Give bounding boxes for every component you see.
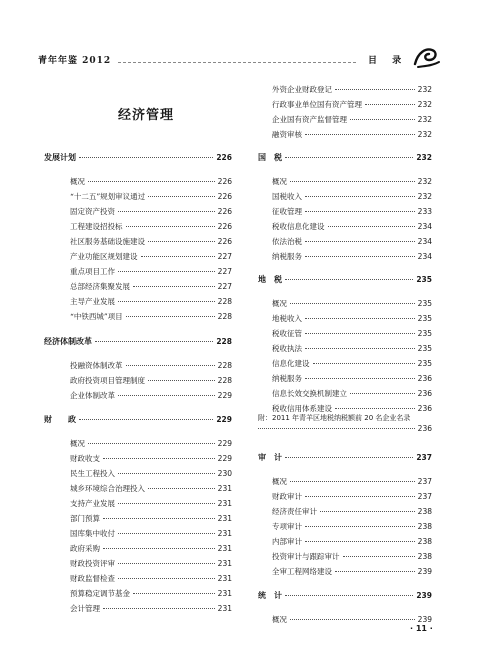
toc-page-number: 235 xyxy=(417,359,432,368)
leader-dots xyxy=(285,457,413,458)
toc-page-number: 226 xyxy=(216,153,232,162)
toc-heading-row[interactable] xyxy=(258,590,432,600)
toc-page-number: 230 xyxy=(217,469,232,478)
leader-dots xyxy=(285,279,413,280)
leader-dots xyxy=(95,341,213,342)
toc-heading-label: 发展计划 xyxy=(44,153,76,162)
toc-page-number: 226 xyxy=(217,192,232,201)
toc-page-number: 239 xyxy=(416,591,432,600)
toc-page-number: 229 xyxy=(217,391,232,400)
leader-dots xyxy=(103,518,215,519)
leader-dots xyxy=(118,503,215,504)
leader-dots xyxy=(148,196,215,197)
toc-page-number: 226 xyxy=(217,237,232,246)
leader-dots xyxy=(350,119,415,120)
toc-entry-row[interactable] xyxy=(272,358,432,368)
toc-page-number: 231 xyxy=(217,529,232,538)
toc-entry-row[interactable] xyxy=(70,375,232,385)
toc-entry-label: 地税收入 xyxy=(272,314,302,323)
toc-entry-row[interactable] xyxy=(272,114,432,124)
toc-entry-label: 概况 xyxy=(272,299,287,308)
header-rule-left xyxy=(118,62,356,63)
toc-page-number: 227 xyxy=(217,252,232,261)
toc-entry-row[interactable] xyxy=(70,266,232,276)
toc-page-number: 234 xyxy=(417,252,432,261)
toc-page-number: 227 xyxy=(217,267,232,276)
toc-entry-row[interactable] xyxy=(70,453,232,463)
header-section-label: 目 录 xyxy=(368,56,408,66)
leader-dots xyxy=(305,333,415,334)
toc-entry-label: 支持产业发展 xyxy=(70,499,115,508)
toc-entry-row[interactable] xyxy=(70,513,232,523)
toc-entry-row[interactable] xyxy=(272,129,432,139)
toc-entry-label: 纳税服务 xyxy=(272,252,302,261)
toc-page-number: 238 xyxy=(417,507,432,516)
toc-entry-label: 政府投资项目管理制度 xyxy=(70,376,145,385)
toc-entry-label: 税收信用体系建设 xyxy=(272,404,332,413)
toc-page-number: 226 xyxy=(217,222,232,231)
toc-entry-label: 信息长效交换机制建立 xyxy=(272,389,347,398)
leader-dots xyxy=(305,241,415,242)
toc-entry-label: 预算稳定调节基金 xyxy=(70,589,130,598)
toc-page-number: 238 xyxy=(417,552,432,561)
toc-page-number: 237 xyxy=(416,453,432,462)
leader-dots xyxy=(133,286,215,287)
toc-page-number: 234 xyxy=(417,222,432,231)
toc-page-number: 239 xyxy=(417,615,432,624)
toc-entry-row[interactable] xyxy=(70,483,232,493)
toc-entry-row[interactable] xyxy=(70,296,232,306)
toc-entry-row[interactable] xyxy=(272,298,432,308)
toc-page-number: 231 xyxy=(217,544,232,553)
toc-entry-row[interactable] xyxy=(272,191,432,201)
leader-dots xyxy=(290,619,415,620)
leader-dots xyxy=(148,380,215,381)
leader-dots xyxy=(148,241,215,242)
toc-entry-row[interactable] xyxy=(272,251,432,261)
leader-dots xyxy=(320,511,415,512)
toc-entry-row[interactable] xyxy=(70,588,232,598)
appendix-note-page-row xyxy=(258,424,432,434)
toc-entry-label: 社区服务基础设施建设 xyxy=(70,237,145,246)
toc-heading-label: 经济体制改革 xyxy=(44,337,92,346)
toc-entry-row[interactable] xyxy=(272,313,432,323)
toc-entry-row[interactable] xyxy=(272,403,432,413)
toc-page-number: 236 xyxy=(417,374,432,383)
leader-dots xyxy=(103,608,215,609)
toc-entry-label: 概况 xyxy=(272,615,287,624)
toc-heading-label: 审 计 xyxy=(258,453,282,462)
toc-page-number: 231 xyxy=(217,559,232,568)
appendix-note-page: 236 xyxy=(417,424,432,433)
toc-heading-row[interactable] xyxy=(44,414,232,424)
toc-entry-label: “中铁西城”项目 xyxy=(70,312,123,321)
toc-entry-label: 行政事业单位国有资产管理 xyxy=(272,100,362,109)
leader-dots xyxy=(118,301,215,302)
toc-page-number: 236 xyxy=(417,389,432,398)
toc-entry-row[interactable] xyxy=(70,543,232,553)
toc-entry-row[interactable] xyxy=(272,551,432,561)
toc-page-number: 236 xyxy=(417,404,432,413)
leader-dots xyxy=(141,256,215,257)
toc-entry-row[interactable] xyxy=(70,176,232,186)
toc-page-number: 231 xyxy=(217,514,232,523)
toc-heading-label: 财 政 xyxy=(44,415,76,424)
toc-entry-label: 财政监督检查 xyxy=(70,574,115,583)
leader-dots xyxy=(365,104,415,105)
toc-entry-label: 概况 xyxy=(272,177,287,186)
toc-entry-row[interactable] xyxy=(272,343,432,353)
toc-page-number: 231 xyxy=(217,484,232,493)
toc-entry-label: 专项审计 xyxy=(272,522,302,531)
leader-dots xyxy=(103,548,215,549)
toc-page-number: 232 xyxy=(417,85,432,94)
leader-dots xyxy=(79,419,213,420)
toc-entry-label: 重点项目工作 xyxy=(70,267,115,276)
leader-dots xyxy=(335,571,415,572)
toc-entry-row[interactable] xyxy=(272,236,432,246)
toc-page-number: 232 xyxy=(417,130,432,139)
toc-entry-label: 总部经济集聚发展 xyxy=(70,282,130,291)
toc-entry-label: 政府采购 xyxy=(70,544,100,553)
toc-entry-row[interactable] xyxy=(70,603,232,613)
toc-entry-label: 财政收支 xyxy=(70,454,100,463)
toc-entry-row[interactable] xyxy=(272,206,432,216)
toc-entry-row[interactable] xyxy=(272,99,432,109)
leader-dots xyxy=(305,196,415,197)
toc-entry-row[interactable] xyxy=(70,360,232,370)
toc-entry-label: 依法治税 xyxy=(272,237,302,246)
leader-dots xyxy=(335,408,415,409)
toc-entry-row[interactable] xyxy=(70,498,232,508)
toc-entry-label: 投资审计与跟踪审计 xyxy=(272,552,340,561)
toc-entry-label: 全审工程网络建设 xyxy=(272,567,332,576)
decorative-logo xyxy=(412,44,442,70)
toc-entry-row[interactable] xyxy=(70,236,232,246)
toc-heading-row[interactable] xyxy=(258,274,432,284)
leader-dots xyxy=(118,563,215,564)
toc-entry-label: 概况 xyxy=(272,477,287,486)
leader-dots xyxy=(350,393,415,394)
toc-heading-label: 国 税 xyxy=(258,153,282,162)
toc-heading-row[interactable] xyxy=(258,152,432,162)
toc-entry-label: 内部审计 xyxy=(272,537,302,546)
toc-page-number: 235 xyxy=(417,299,432,308)
leader-dots xyxy=(285,157,413,158)
leader-dots xyxy=(305,318,415,319)
toc-page-number: 226 xyxy=(217,177,232,186)
leader-dots xyxy=(290,481,415,482)
toc-entry-label: 城乡环境综合治理投入 xyxy=(70,484,145,493)
toc-entry-label: 会计管理 xyxy=(70,604,100,613)
toc-page-number: 239 xyxy=(417,567,432,576)
leader-dots xyxy=(305,256,415,257)
toc-page-number: 231 xyxy=(217,499,232,508)
leader-dots xyxy=(126,226,215,227)
toc-entry-label: 信息化建设 xyxy=(272,359,310,368)
toc-entry-label: 财政审计 xyxy=(272,492,302,501)
toc-entry-row[interactable] xyxy=(70,206,232,216)
leader-dots xyxy=(305,134,415,135)
toc-entry-label: 财政投资评审 xyxy=(70,559,115,568)
toc-entry-row[interactable] xyxy=(272,84,432,94)
toc-page-number: 232 xyxy=(417,192,432,201)
leader-dots xyxy=(126,316,215,317)
toc-page-number: 228 xyxy=(217,376,232,385)
toc-entry-row[interactable] xyxy=(70,438,232,448)
toc-entry-label: 民生工程投入 xyxy=(70,469,115,478)
toc-entry-row[interactable] xyxy=(272,566,432,576)
toc-entry-row[interactable] xyxy=(272,614,432,624)
leader-dots xyxy=(258,428,415,429)
leader-dots xyxy=(290,303,415,304)
toc-page-number: 234 xyxy=(417,237,432,246)
toc-entry-label: 主导产业发展 xyxy=(70,297,115,306)
leader-dots xyxy=(313,363,415,364)
toc-page-number: 228 xyxy=(217,361,232,370)
leader-dots xyxy=(148,488,215,489)
toc-entry-label: 固定资产投资 xyxy=(70,207,115,216)
leader-dots xyxy=(88,181,215,182)
toc-entry-label: 工程建设招投标 xyxy=(70,222,123,231)
toc-page-number: 233 xyxy=(417,207,432,216)
toc-entry-row[interactable] xyxy=(70,573,232,583)
toc-page-number: 231 xyxy=(217,574,232,583)
toc-page-number: 231 xyxy=(217,604,232,613)
leader-dots xyxy=(305,378,415,379)
toc-entry-label: 企业国有资产监督管理 xyxy=(272,115,347,124)
toc-entry-label: “十二五”规划审议通过 xyxy=(70,192,146,201)
toc-page-number: 229 xyxy=(217,454,232,463)
leader-dots xyxy=(305,496,415,497)
page-number: · 11 · xyxy=(410,624,433,633)
toc-entry-row[interactable] xyxy=(70,558,232,568)
toc-entry-row[interactable] xyxy=(70,468,232,478)
toc-entry-label: 纳税服务 xyxy=(272,374,302,383)
toc-entry-label: 国库集中收付 xyxy=(70,529,115,538)
toc-entry-row[interactable] xyxy=(70,191,232,201)
leader-dots xyxy=(118,473,215,474)
toc-page-number: 228 xyxy=(217,312,232,321)
toc-page-number: 237 xyxy=(417,492,432,501)
toc-entry-label: 企业体制改革 xyxy=(70,391,115,400)
toc-entry-label: 概况 xyxy=(70,177,85,186)
toc-entry-label: 概况 xyxy=(70,439,85,448)
toc-page-number: 238 xyxy=(417,522,432,531)
leader-dots xyxy=(328,226,415,227)
toc-entry-label: 税收征管 xyxy=(272,329,302,338)
toc-heading-label: 统 计 xyxy=(258,591,282,600)
toc-page-number: 228 xyxy=(217,297,232,306)
toc-page-number: 229 xyxy=(217,439,232,448)
toc-entry-row[interactable] xyxy=(70,251,232,261)
leader-dots xyxy=(285,595,413,596)
leader-dots xyxy=(118,578,215,579)
leader-dots xyxy=(126,365,215,366)
toc-entry-row[interactable] xyxy=(70,311,232,321)
toc-entry-label: 部门预算 xyxy=(70,514,100,523)
toc-page-number: 238 xyxy=(417,537,432,546)
toc-heading-row[interactable] xyxy=(44,336,232,346)
toc-entry-row[interactable] xyxy=(272,476,432,486)
toc-entry-row[interactable] xyxy=(272,491,432,501)
leader-dots xyxy=(103,458,215,459)
leader-dots xyxy=(305,348,415,349)
leader-dots xyxy=(305,211,415,212)
leader-dots xyxy=(118,211,215,212)
toc-page-number: 232 xyxy=(417,177,432,186)
toc-entry-row[interactable] xyxy=(272,536,432,546)
toc-page-number: 235 xyxy=(417,314,432,323)
leader-dots xyxy=(343,556,415,557)
leader-dots xyxy=(133,593,215,594)
toc-entry-row[interactable] xyxy=(70,221,232,231)
leader-dots xyxy=(79,157,213,158)
toc-page-number: 231 xyxy=(217,589,232,598)
toc-entry-row[interactable] xyxy=(70,390,232,400)
leader-dots xyxy=(290,181,415,182)
toc-page-number: 235 xyxy=(416,275,432,284)
leader-dots xyxy=(118,271,215,272)
toc-entry-row[interactable] xyxy=(272,328,432,338)
toc-heading-row[interactable] xyxy=(44,152,232,162)
toc-page-number: 232 xyxy=(417,115,432,124)
toc-heading-label: 地 税 xyxy=(258,275,282,284)
toc-entry-label: 税收信息化建设 xyxy=(272,222,325,231)
toc-entry-label: 外资企业财政登记 xyxy=(272,85,332,94)
toc-entry-row[interactable] xyxy=(70,281,232,291)
appendix-note: 附：2011 年青羊区地税纳税额前 20 名企业名录 xyxy=(258,414,411,422)
toc-entry-label: 税收执法 xyxy=(272,344,302,353)
toc-entry-label: 经济责任审计 xyxy=(272,507,317,516)
toc-entry-label: 产业功能区规划建设 xyxy=(70,252,138,261)
toc-page-number: 228 xyxy=(216,337,232,346)
toc-page-number: 229 xyxy=(216,415,232,424)
leader-dots xyxy=(335,89,415,90)
toc-entry-row[interactable] xyxy=(70,528,232,538)
toc-entry-label: 征收管理 xyxy=(272,207,302,216)
section-title: 经济管理 xyxy=(118,108,175,123)
leader-dots xyxy=(88,443,215,444)
toc-page-number: 226 xyxy=(217,207,232,216)
leader-dots xyxy=(118,533,215,534)
toc-entry-row[interactable] xyxy=(272,221,432,231)
toc-entry-row[interactable] xyxy=(272,506,432,516)
toc-page-number: 237 xyxy=(417,477,432,486)
header-book-title: 青年年鉴 2012 xyxy=(38,56,112,66)
toc-page-number: 235 xyxy=(417,344,432,353)
toc-page-number: 235 xyxy=(417,329,432,338)
leader-dots xyxy=(118,395,215,396)
toc-entry-label: 投融资体制改革 xyxy=(70,361,123,370)
toc-entry-label: 融资审核 xyxy=(272,130,302,139)
toc-page-number: 232 xyxy=(417,100,432,109)
toc-heading-row[interactable] xyxy=(258,452,432,462)
toc-entry-row[interactable] xyxy=(272,521,432,531)
toc-entry-row[interactable] xyxy=(272,373,432,383)
toc-page-number: 227 xyxy=(217,282,232,291)
leader-dots xyxy=(305,541,415,542)
toc-entry-label: 国税收入 xyxy=(272,192,302,201)
toc-entry-row[interactable] xyxy=(272,176,432,186)
toc-entry-row[interactable] xyxy=(272,388,432,398)
toc-page-number: 232 xyxy=(416,153,432,162)
leader-dots xyxy=(305,526,415,527)
